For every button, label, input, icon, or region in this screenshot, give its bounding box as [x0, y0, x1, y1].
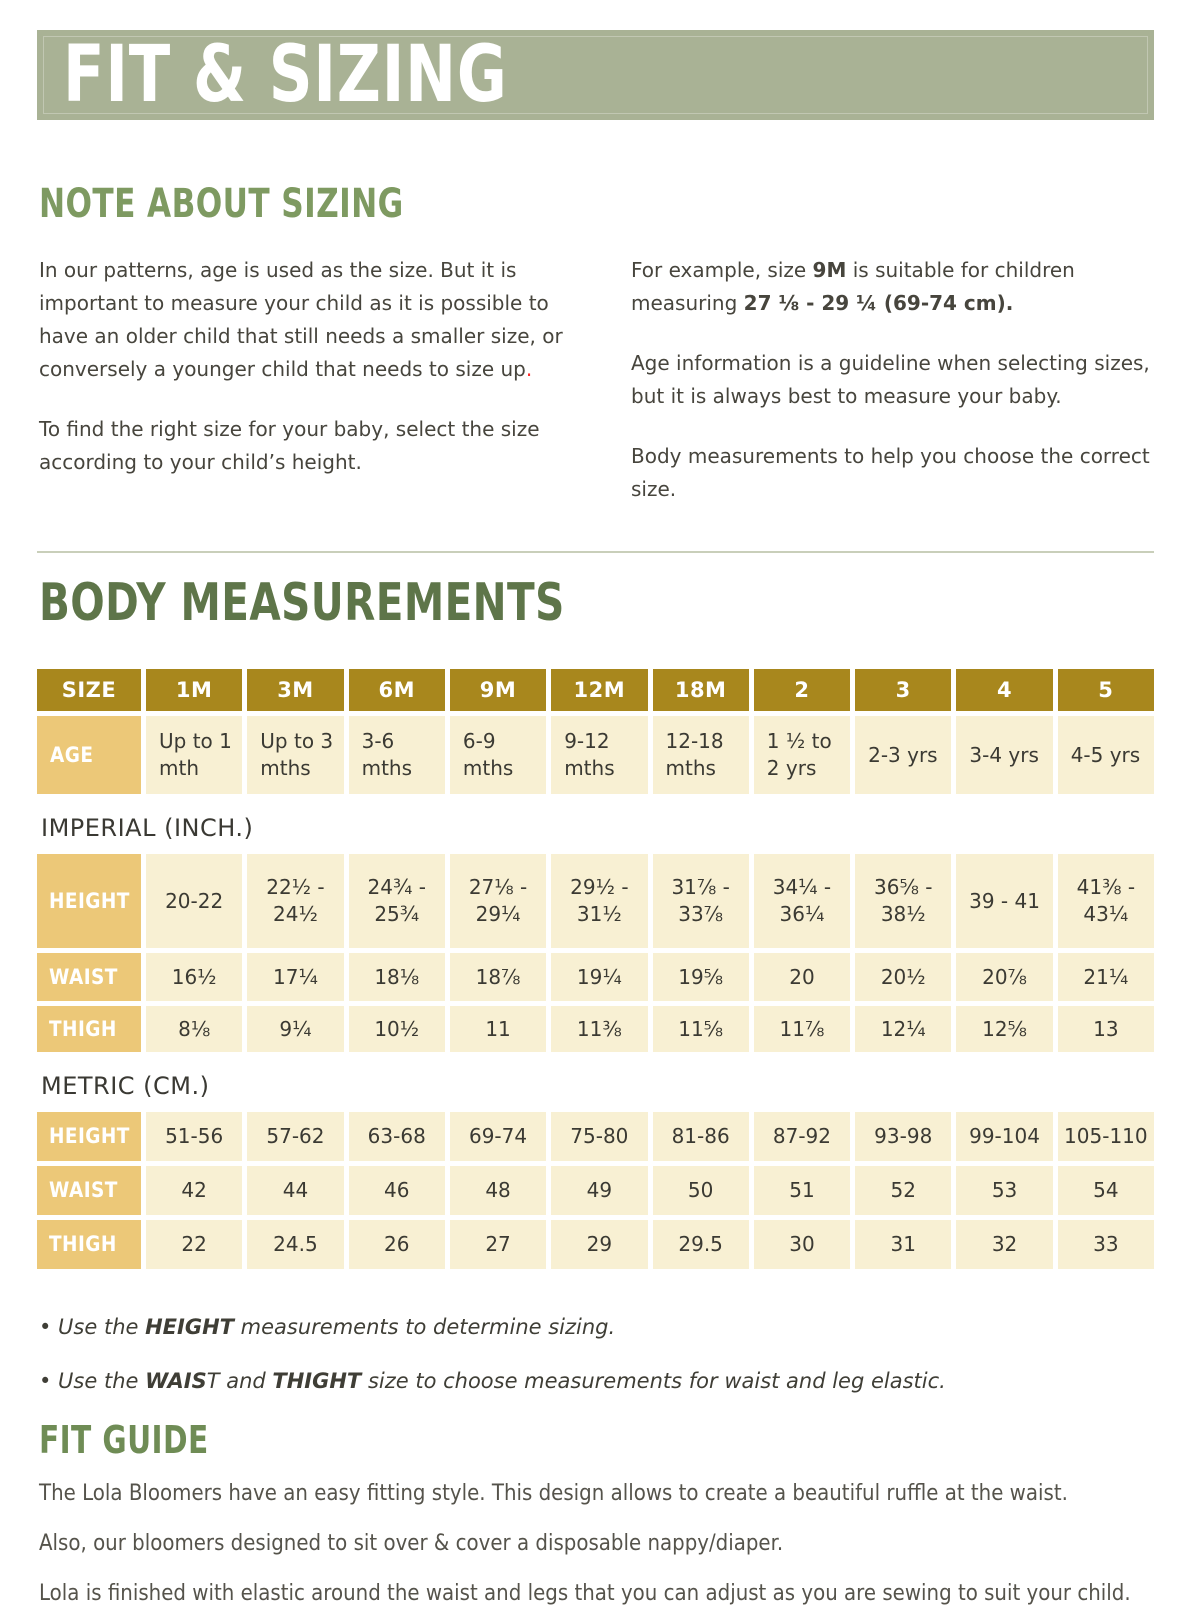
height-cell: 93-98	[855, 1112, 951, 1161]
thigh-cell: 29.5	[653, 1220, 749, 1269]
waist-cell: 19⅝	[653, 953, 749, 1001]
height-cell: 105-110	[1058, 1112, 1154, 1161]
age-cell: 9-12 mths	[551, 716, 647, 794]
waist-cell: 20	[754, 953, 850, 1001]
waist-cell: 18⅞	[450, 953, 546, 1001]
waist-cell: 20½	[855, 953, 951, 1001]
document-page	[0, 30, 1191, 1609]
intro-paragraph: In our patterns, age is used as the size. But it is important to measure your child as it is possible to have an older child that still needs a smaller size, or conversely a younger child that needs to size up.	[39, 258, 563, 381]
height-cell: 39 - 41	[956, 854, 1052, 948]
size-col-header: 18M	[653, 669, 749, 711]
body-measurements-table	[37, 669, 1154, 1269]
waist-cell: 52	[855, 1166, 951, 1215]
waist-cell: 18⅛	[349, 953, 445, 1001]
size-col-header: 9M	[450, 669, 546, 711]
imperial-section-label: IMPERIAL (INCH.)	[41, 814, 254, 842]
waist-cell: 46	[349, 1166, 445, 1215]
height-cell: 24¾ - 25¾	[349, 854, 445, 948]
thigh-cell: 32	[956, 1220, 1052, 1269]
height-cell: 99-104	[956, 1112, 1052, 1161]
height-cell: 36⅝ - 38½	[855, 854, 951, 948]
thigh-cell: 33	[1058, 1220, 1154, 1269]
size-col-header: 2	[754, 669, 850, 711]
height-cell: 20-22	[146, 854, 242, 948]
waist-cell: 17¼	[247, 953, 343, 1001]
thigh-cell: 11⅜	[551, 1006, 647, 1052]
intro-paragraph: Body measurements to help you choose the correct size.	[631, 444, 1150, 501]
row-label-age: AGE	[37, 716, 141, 794]
size-header-row	[37, 669, 1154, 711]
intro-paragraph: For example, size 9M is suitable for children measuring 27 ⅛ - 29 ¼ (69-74 cm).	[631, 258, 1075, 315]
thigh-cell: 29	[551, 1220, 647, 1269]
size-header-cell: SIZE	[37, 669, 141, 711]
title-banner	[37, 30, 1154, 120]
height-cell: 31⅞ - 33⅞	[653, 854, 749, 948]
row-label-height: HEIGHT	[37, 854, 141, 948]
size-col-header: 5	[1058, 669, 1154, 711]
waist-cell: 19¼	[551, 953, 647, 1001]
height-cell: 34¼ - 36¼	[754, 854, 850, 948]
waist-cell: 50	[653, 1166, 749, 1215]
age-cell: Up to 3 mths	[247, 716, 343, 794]
row-label-height: HEIGHT	[37, 1112, 141, 1161]
height-cell: 27⅛ - 29¼	[450, 854, 546, 948]
section-divider	[37, 551, 1154, 553]
waist-cell: 20⅞	[956, 953, 1052, 1001]
size-col-header: 6M	[349, 669, 445, 711]
size-col-header: 4	[956, 669, 1052, 711]
waist-cell: 42	[146, 1166, 242, 1215]
size-col-header: 12M	[551, 669, 647, 711]
waist-cell: 54	[1058, 1166, 1154, 1215]
size-col-header: 1M	[146, 669, 242, 711]
age-cell: Up to 1 mth	[146, 716, 242, 794]
usage-note-item: • Use the HEIGHT measurements to determine sizing.	[39, 1315, 616, 1339]
age-cell: 3-6 mths	[349, 716, 445, 794]
height-cell: 29½ - 31½	[551, 854, 647, 948]
note-about-sizing-heading: NOTE ABOUT SIZING	[39, 181, 404, 227]
thigh-cell: 31	[855, 1220, 951, 1269]
height-cell: 57-62	[247, 1112, 343, 1161]
row-label-thigh: THIGH	[37, 1006, 141, 1052]
imperial-height-row	[37, 854, 1154, 948]
waist-cell: 49	[551, 1166, 647, 1215]
metric-waist-row	[37, 1166, 1154, 1215]
height-cell: 75-80	[551, 1112, 647, 1161]
thigh-cell: 12¼	[855, 1006, 951, 1052]
size-col-header: 3	[855, 669, 951, 711]
metric-thigh-row	[37, 1220, 1154, 1269]
waist-cell: 53	[956, 1166, 1052, 1215]
waist-cell: 51	[754, 1166, 850, 1215]
usage-notes	[37, 1313, 1154, 1395]
height-cell: 51-56	[146, 1112, 242, 1161]
thigh-cell: 13	[1058, 1006, 1154, 1052]
imperial-waist-row	[37, 953, 1154, 1001]
age-cell: 3-4 yrs	[956, 716, 1052, 794]
age-row	[37, 716, 1154, 794]
row-label-waist: WAIST	[37, 953, 141, 1001]
age-cell: 1 ½ to 2 yrs	[754, 716, 850, 794]
row-label-waist: WAIST	[37, 1166, 141, 1215]
height-cell: 63-68	[349, 1112, 445, 1161]
thigh-cell: 24.5	[247, 1220, 343, 1269]
thigh-cell: 11	[450, 1006, 546, 1052]
intro-left-column	[37, 254, 565, 533]
imperial-thigh-row	[37, 1006, 1154, 1052]
height-cell: 22½ - 24½	[247, 854, 343, 948]
fit-guide-paragraph: Also, our bloomers designed to sit over & cover a disposable nappy/diaper.	[39, 1531, 784, 1556]
waist-cell: 48	[450, 1166, 546, 1215]
thigh-cell: 22	[146, 1220, 242, 1269]
height-cell: 87-92	[754, 1112, 850, 1161]
metric-height-row	[37, 1112, 1154, 1161]
thigh-cell: 11⅝	[653, 1006, 749, 1052]
row-label-thigh: THIGH	[37, 1220, 141, 1269]
age-cell: 2-3 yrs	[855, 716, 951, 794]
size-col-header: 3M	[247, 669, 343, 711]
intro-right-column	[629, 254, 1153, 533]
waist-cell: 44	[247, 1166, 343, 1215]
thigh-cell: 27	[450, 1220, 546, 1269]
waist-cell: 21¼	[1058, 953, 1154, 1001]
age-cell: 12-18 mths	[653, 716, 749, 794]
usage-note-item: • Use the WAIST and THIGHT size to choose measurements for waist and leg elastic.	[39, 1369, 946, 1393]
thigh-cell: 12⅝	[956, 1006, 1052, 1052]
thigh-cell: 9¼	[247, 1006, 343, 1052]
waist-cell: 16½	[146, 953, 242, 1001]
thigh-cell: 8⅛	[146, 1006, 242, 1052]
fit-guide-heading: FIT GUIDE	[39, 1418, 209, 1462]
age-cell: 4-5 yrs	[1058, 716, 1154, 794]
metric-section-label: METRIC (CM.)	[41, 1072, 210, 1100]
height-cell: 81-86	[653, 1112, 749, 1161]
thigh-cell: 26	[349, 1220, 445, 1269]
thigh-cell: 10½	[349, 1006, 445, 1052]
thigh-cell: 11⅞	[754, 1006, 850, 1052]
height-cell: 41⅜ - 43¼	[1058, 854, 1154, 948]
page-title: FIT & SIZING	[63, 30, 508, 120]
fit-guide-paragraph: Lola is finished with elastic around the waist and legs that you can adjust as you are sewing to suit your child.	[39, 1581, 1131, 1606]
thigh-cell: 30	[754, 1220, 850, 1269]
intro-paragraph: To find the right size for your baby, select the size according to your child’s height.	[39, 417, 540, 474]
age-cell: 6-9 mths	[450, 716, 546, 794]
intro-columns	[37, 254, 1154, 533]
body-measurements-heading: BODY MEASUREMENTS	[39, 573, 565, 633]
height-cell: 69-74	[450, 1112, 546, 1161]
intro-paragraph: Age information is a guideline when selecting sizes, but it is always best to measure your baby.	[631, 351, 1150, 408]
fit-guide-paragraph: The Lola Bloomers have an easy fitting style. This design allows to create a beautiful ruffle at the waist.	[39, 1481, 1068, 1506]
